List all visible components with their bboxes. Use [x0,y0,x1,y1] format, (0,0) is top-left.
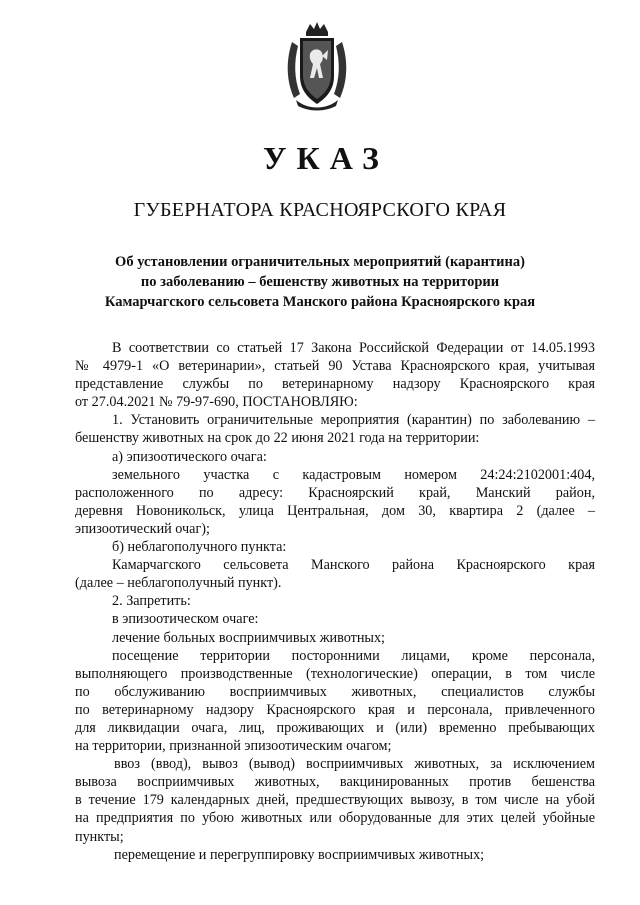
issuer-title: ГУБЕРНАТОРА КРАСНОЯРСКОГО КРАЯ [133,199,507,221]
body-line: эпизоотический очаг); [75,520,210,537]
body-line: 2. Запретить: [112,593,191,610]
body-line: земельного участка с кадастровым номером 24:24:2102001:404, [112,466,595,483]
body-line: от 27.04.2021 № 79-97-690, ПОСТАНОВЛЯЮ: [75,394,358,411]
body-line: в эпизоотическом очаге: [112,611,259,628]
body-line: по обслуживанию восприимчивых животных, специалистов службы [75,683,595,700]
body-line: представление службы по ветеринарному надзору Красноярского края [75,376,595,393]
body-line: выполняющего производственные (технологические) операции, в том числе [75,665,595,682]
body-line: № 4979-1 «О ветеринарии», статьей 90 Устава Красноярского края, учитывая [75,358,595,375]
body-line: пункты; [75,828,124,845]
body-line: деревня Новоникольск, улица Центральная, дом 30, квартира 2 (далее – [75,502,595,519]
body-line: лечение больных восприимчивых животных; [112,629,385,646]
decree-body [75,339,595,864]
body-line: посещение территории посторонними лицами, кроме персонала, [112,647,595,664]
body-line: а) эпизоотического очага: [112,448,267,465]
body-line: по ветеринарному надзору Красноярского края и персонала, привлеченного [75,701,595,718]
body-line: вывоза восприимчивых животных, вакцинированных против бешенства [75,774,595,791]
body-line: на предприятия по убою животных или оборудованные для этих целей убойные [75,810,595,827]
subject-line: Камарчагского сельсовета Манского района Красноярского края [104,294,536,310]
body-line: расположенного по адресу: Красноярский край, Манский район, [75,484,595,501]
body-line: б) неблагополучного пункта: [112,539,287,556]
body-line: Камарчагского сельсовета Манского района Красноярского края [112,557,595,574]
body-line: (далее – неблагополучный пункт). [75,575,282,592]
subject-line: Об установлении ограничительных мероприятий (карантина) [115,254,525,270]
body-line: в течение 179 календарных дней, предшествующих вывозу, в том числе на убой [75,792,595,809]
decree-heading: УКАЗ [263,140,389,176]
body-line: бешенству животных на срок до 22 июня 2021 года на территории: [75,430,480,447]
body-line: ввоз (ввод), вывоз (вывод) восприимчивых животных, за исключением [114,756,595,773]
body-line: В соответствии со статьей 17 Закона Российской Федерации от 14.05.1993 [112,340,595,356]
body-line: на территории, признанной эпизоотическим очагом; [75,738,392,755]
body-line: перемещение и перегруппировку восприимчивых животных; [114,846,485,863]
coat-of-arms-icon [282,20,352,112]
decree-subject [70,252,570,312]
body-line: 1. Установить ограничительные мероприятия (карантин) по заболеванию – [112,412,595,429]
subject-line: по заболеванию – бешенству животных на территории [140,274,500,290]
body-line: для ликвидации очага, лиц, проживающих и (или) временно пребывающих [75,719,595,736]
